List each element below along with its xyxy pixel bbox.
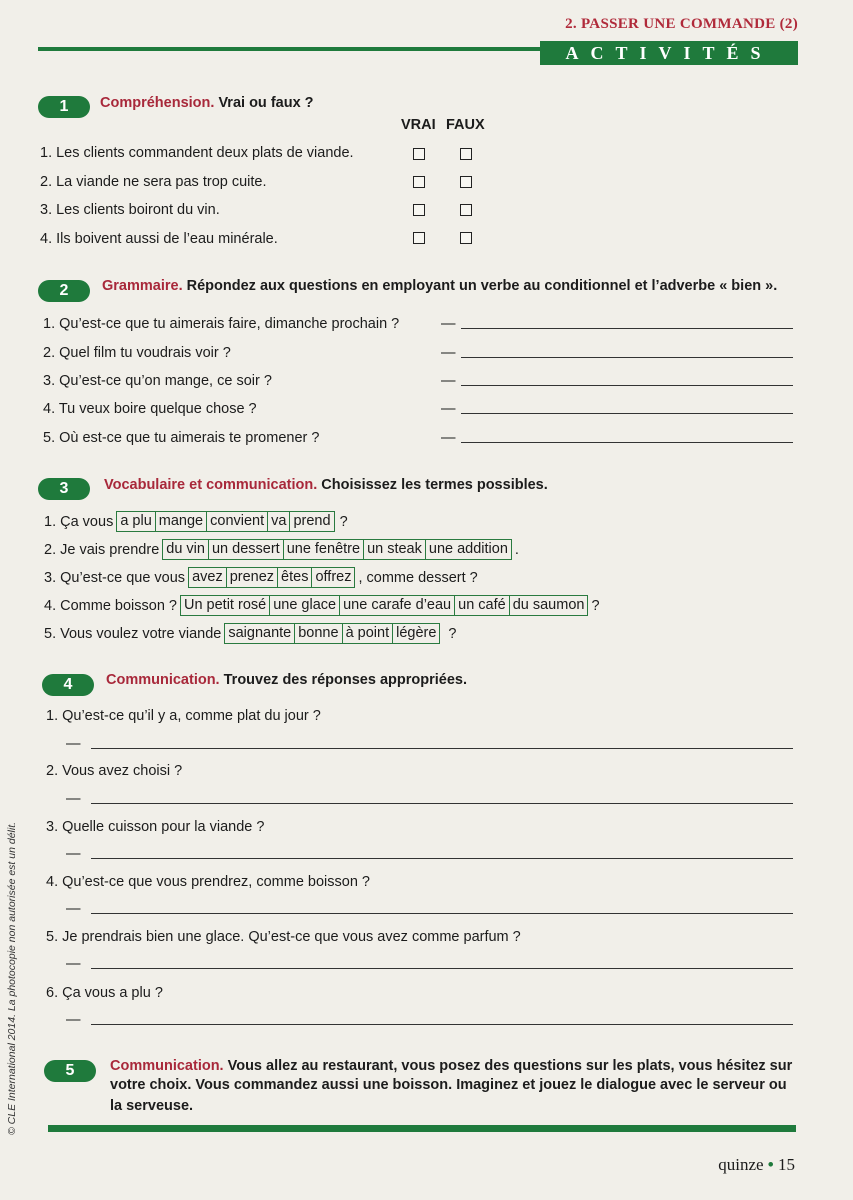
s3-item-1-suffix: ? <box>339 513 348 530</box>
s2-dash-5: — <box>441 430 456 446</box>
s4-answer-line-3[interactable] <box>91 858 793 859</box>
s3-item-1-option[interactable]: convient <box>207 512 268 531</box>
section-4-keyword: Communication. <box>106 672 220 688</box>
s4-item-2: 2. Vous avez choisi ? <box>46 763 183 779</box>
s2-item-1: 1. Qu’est-ce que tu aimerais faire, dimanche prochain ? <box>43 316 400 332</box>
section-4-title <box>106 672 467 688</box>
s2-dash-4: — <box>441 401 456 417</box>
s4-item-5: 5. Je prendrais bien une glace. Qu’est-ce que vous avez comme parfum ? <box>46 929 521 945</box>
s3-item-4-suffix: ? <box>591 597 600 614</box>
s2-answer-line-4[interactable] <box>461 413 793 414</box>
s4-answer-line-2[interactable] <box>91 803 793 804</box>
s3-item-3-option[interactable]: prenez <box>227 568 278 587</box>
section-5-badge: 5 <box>44 1060 96 1082</box>
s2-item-2: 2. Quel film tu voudrais voir ? <box>43 345 231 361</box>
s2-answer-line-1[interactable] <box>461 328 793 329</box>
section-2-badge: 2 <box>38 280 90 302</box>
s2-dash-2: — <box>441 345 456 361</box>
s2-answer-line-5[interactable] <box>461 442 793 443</box>
s4-answer-line-1[interactable] <box>91 748 793 749</box>
s1-item-1: 1. Les clients commandent deux plats de viande. <box>40 145 354 161</box>
s2-answer-line-3[interactable] <box>461 385 793 386</box>
s3-item-2-option[interactable]: une addition <box>428 541 508 557</box>
s1-item-1-vrai-checkbox[interactable] <box>413 148 425 160</box>
section-5-instruction-2: votre choix. Vous commandez aussi une boisson. Imaginez et jouez le dialogue avec le serveur ou <box>110 1077 787 1093</box>
s3-item-5-suffix: ? <box>448 625 457 642</box>
s3-item-4-option[interactable]: Un petit rosé <box>181 596 270 615</box>
s3-item-2-suffix: . <box>514 541 519 558</box>
s1-item-3: 3. Les clients boiront du vin. <box>40 202 220 218</box>
s3-item-5 <box>44 623 457 644</box>
s1-item-4: 4. Ils boivent aussi de l’eau minérale. <box>40 231 278 247</box>
s3-item-3-suffix: , comme dessert ? <box>358 569 478 586</box>
s3-item-4-option[interactable]: une carafe d’eau <box>340 596 455 615</box>
section-2-instruction: Répondez aux questions en employant un verbe au conditionnel et l’adverbe « bien ». <box>186 278 778 294</box>
s3-item-4-option[interactable]: du saumon <box>512 597 585 613</box>
copyright-notice: © CLE International 2014. La photocopie non autorisée est un délit. <box>6 821 18 1135</box>
section-2-title <box>102 278 777 294</box>
page-word: quinze <box>718 1155 764 1174</box>
s2-item-4: 4. Tu veux boire quelque chose ? <box>43 401 257 417</box>
s4-dash-6: — <box>66 1012 81 1028</box>
header-rule <box>38 47 543 51</box>
s3-item-2-option[interactable]: du vin <box>163 540 209 559</box>
s2-item-5: 5. Où est-ce que tu aimerais te promener ? <box>43 430 320 446</box>
footer-rule <box>48 1125 796 1132</box>
s3-item-3-prefix: 3. Qu’est-ce que vous <box>44 569 186 586</box>
page-number <box>718 1155 795 1175</box>
s1-item-3-vrai-checkbox[interactable] <box>413 204 425 216</box>
s3-item-5-option[interactable]: légère <box>396 625 437 641</box>
s3-item-3-option[interactable]: avez <box>189 568 227 587</box>
s3-item-4 <box>44 595 600 616</box>
s4-answer-line-4[interactable] <box>91 913 793 914</box>
s4-item-3: 3. Quelle cuisson pour la viande ? <box>46 819 265 835</box>
s2-item-3: 3. Qu’est-ce qu’on mange, ce soir ? <box>43 373 272 389</box>
section-3-title <box>104 477 548 493</box>
s1-item-4-faux-checkbox[interactable] <box>460 232 472 244</box>
s3-item-1 <box>44 511 348 532</box>
section-1-instruction: Vrai ou faux ? <box>218 95 314 111</box>
chapter-title: 2. PASSER UNE COMMANDE (2) <box>565 16 798 32</box>
s1-item-3-faux-checkbox[interactable] <box>460 204 472 216</box>
s3-item-5-option[interactable]: à point <box>343 624 394 643</box>
s3-item-2-option[interactable]: un dessert <box>209 540 284 559</box>
s4-answer-line-5[interactable] <box>91 968 793 969</box>
s3-item-2-option[interactable]: une fenêtre <box>284 540 364 559</box>
s3-item-2-prefix: 2. Je vais prendre <box>44 541 160 558</box>
section-3-badge: 3 <box>38 478 90 500</box>
col-faux: FAUX <box>446 117 485 133</box>
s4-item-6: 6. Ça vous a plu ? <box>46 985 163 1001</box>
s3-item-5-option[interactable]: bonne <box>295 624 342 643</box>
s4-item-1: 1. Qu’est-ce qu’il y a, comme plat du jour ? <box>46 708 321 724</box>
s3-item-4-prefix: 4. Comme boisson ? <box>44 597 177 614</box>
s3-item-1-option[interactable]: a plu <box>117 512 155 531</box>
s1-item-2: 2. La viande ne sera pas trop cuite. <box>40 174 267 190</box>
section-4-instruction: Trouvez des réponses appropriées. <box>223 672 467 688</box>
s4-dash-4: — <box>66 901 81 917</box>
section-5-keyword: Communication. <box>110 1058 224 1074</box>
s3-item-1-option[interactable]: mange <box>156 512 207 531</box>
section-5-instruction-3: la serveuse. <box>110 1098 194 1114</box>
section-2-keyword: Grammaire. <box>102 278 183 294</box>
s1-item-2-vrai-checkbox[interactable] <box>413 176 425 188</box>
s4-answer-line-6[interactable] <box>91 1024 793 1025</box>
s4-dash-1: — <box>66 736 81 752</box>
section-5-line-1 <box>110 1058 792 1074</box>
section-1-title <box>100 95 314 111</box>
section-5-instruction-1: Vous allez au restaurant, vous posez des questions sur les plats, vous hésitez sur <box>227 1058 793 1074</box>
section-1-badge: 1 <box>38 96 90 118</box>
s3-item-5-options <box>224 623 440 644</box>
s2-dash-3: — <box>441 373 456 389</box>
s4-dash-3: — <box>66 846 81 862</box>
s3-item-1-options <box>116 511 334 532</box>
s4-dash-2: — <box>66 791 81 807</box>
s4-item-4: 4. Qu’est-ce que vous prendrez, comme boisson ? <box>46 874 370 890</box>
section-3-keyword: Vocabulaire et communication. <box>104 477 318 493</box>
s2-answer-line-2[interactable] <box>461 357 793 358</box>
section-4-badge: 4 <box>42 674 94 696</box>
col-vrai: VRAI <box>401 117 436 133</box>
activities-banner: ACTIVITÉS <box>540 41 798 65</box>
s3-item-2 <box>44 539 519 560</box>
s2-dash-1: — <box>441 316 456 332</box>
bullet-separator: • <box>767 1155 774 1174</box>
s3-item-3-option[interactable]: offrez <box>315 569 352 585</box>
s3-item-5-prefix: 5. Vous voulez votre viande <box>44 625 222 642</box>
s3-item-1-option[interactable]: prend <box>293 513 331 529</box>
s3-item-4-option[interactable]: une glace <box>270 596 340 615</box>
s3-item-2-option[interactable]: un steak <box>364 540 426 559</box>
section-1-keyword: Compréhension. <box>100 95 215 111</box>
s1-item-2-faux-checkbox[interactable] <box>460 176 472 188</box>
s3-item-4-options <box>180 595 588 616</box>
s3-item-5-option[interactable]: saignante <box>225 624 295 643</box>
s3-item-1-prefix: 1. Ça vous <box>44 513 114 530</box>
s3-item-3-options <box>188 567 355 588</box>
s4-dash-5: — <box>66 956 81 972</box>
s1-item-4-vrai-checkbox[interactable] <box>413 232 425 244</box>
section-3-instruction: Choisissez les termes possibles. <box>321 477 548 493</box>
s3-item-1-option[interactable]: va <box>268 512 290 531</box>
s3-item-2-options <box>162 539 512 560</box>
s1-item-1-faux-checkbox[interactable] <box>460 148 472 160</box>
s3-item-3 <box>44 567 478 588</box>
s3-item-4-option[interactable]: un café <box>455 596 510 615</box>
s3-item-3-option[interactable]: êtes <box>278 568 312 587</box>
page-digits: 15 <box>778 1155 795 1174</box>
